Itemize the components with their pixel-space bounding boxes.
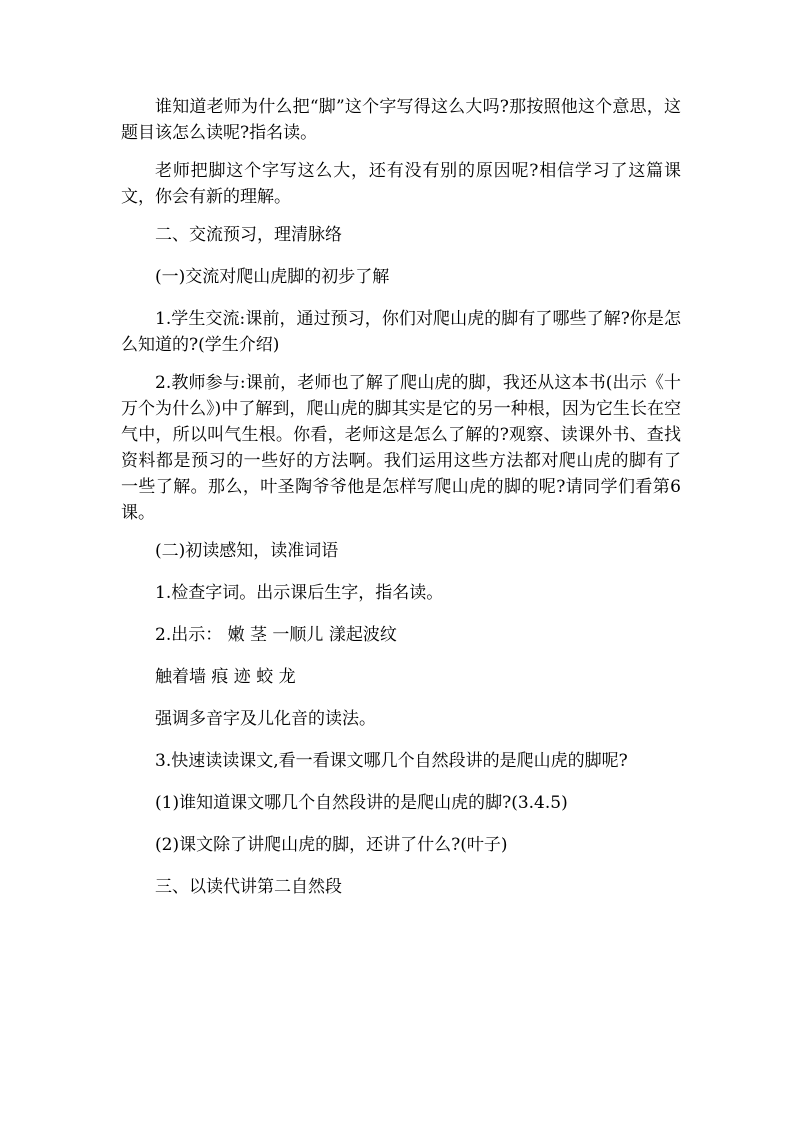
paragraph-quick-read: 3.快速读读课文,看一看课文哪几个自然段讲的是爬山虎的脚呢? <box>155 751 628 771</box>
subsection-heading-exchange: (一)交流对爬山虎脚的初步了解 <box>155 267 390 287</box>
paragraph-show-words: 2.出示： 嫩 茎 一顺儿 漾起波纹 <box>155 625 397 645</box>
subsection-heading-first-reading: (二)初读感知，读准词语 <box>155 541 339 561</box>
paragraph-question-one: (1)谁知道课文哪几个自然段讲的是爬山虎的脚?(3.4.5) <box>155 793 568 813</box>
paragraph-pronunciation-note: 强调多音字及儿化音的读法。 <box>155 709 376 729</box>
paragraph-check-words: 1.检查字词。出示课后生字，指名读。 <box>155 583 444 603</box>
paragraph-intro-question: 谁知道老师为什么把“脚”这个字写得这么大吗?那按照他这个意思，这题目该怎么读呢?指名读。 <box>121 97 681 143</box>
section-heading-reading: 三、以读代讲第二自然段 <box>155 877 342 897</box>
document-body <box>121 94 681 916</box>
paragraph-word-list: 触着墙 痕 迹 蛟 龙 <box>155 667 296 687</box>
section-heading-preview: 二、交流预习，理清脉络 <box>155 225 342 245</box>
paragraph-other-reason: 老师把脚这个字写这么大，还有没有别的原因呢?相信学习了这篇课文，你会有新的理解。 <box>121 161 681 207</box>
paragraph-teacher-participation: 2.教师参与:课前，老师也了解了爬山虎的脚，我还从这本书(出示《十万个为什么》)中了解到，爬山虎的脚其实是它的另一种根，因为它生长在空气中，所以叫气生根。你看，老师这是怎么了解的?观察、读课外书、查找资料都是预习的一些好的方法啊。我们运用这些方法都对爬山虎的脚有了一些了解。那么，叶圣陶爷爷他是怎样写爬山虎的脚的呢?请同学们看第6课。 <box>121 373 681 523</box>
paragraph-question-two: (2)课文除了讲爬山虎的脚，还讲了什么?(叶子) <box>155 835 508 855</box>
paragraph-student-exchange: 1.学生交流:课前，通过预习，你们对爬山虎的脚有了哪些了解?你是怎么知道的?(学生介绍) <box>121 309 681 355</box>
